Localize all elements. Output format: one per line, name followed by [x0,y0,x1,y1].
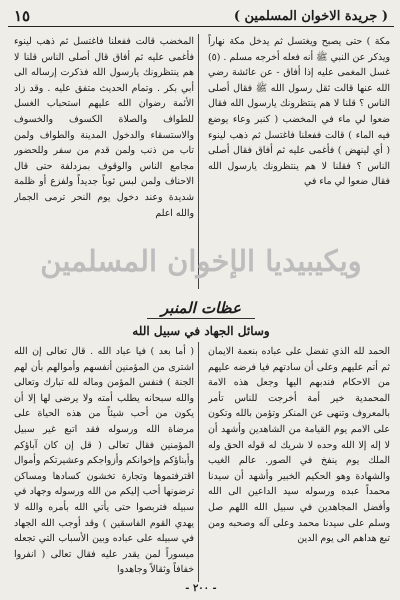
newspaper-title: ( جريدة الاخوان المسلمين ) [233,8,388,24]
section-heading [8,298,394,319]
section-subtitle: وسائل الجهاد في سبيل الله [132,324,270,338]
column-text: المخضب قالت ففعلنا فاغتسل ثم ذهب لينوء فأغمى عليه ثم أفاق قال أصلى الناس قلنا لا هم ينتظرونك يارسول الله فذكرت إرساله الى أبي بكر . وتمام الحديث متفق عليه . وقد زاد الأئمة رضوان الله عليهم استحباب الغسل للطواف والصلاة الكسوف والخسوف والاستسقاء والدخول المدينة والطواف ولمن تاب من ذنب ولمن قدم من سفر وللحضور مجامع الناس والوقوف بمزدلفة حتى قال الاحناف ولمن لبس ثوباً جديداً ولفزع أو ظلمة شديدة وعند دخول يوم النحر ترمى الجمار والله اعلم [14,36,194,219]
newspaper-page [8,6,394,596]
page-header [8,6,394,27]
column-text: الحمد لله الذي تفضل على عباده بنعمة الايمان ثم أتم عليهم وعلى أن سادتهم فيا فرضه عليهم من الاحكام فندبهم اليها وجعل هذه الامة المحمدية خير أمة أخرجت للناس تأمر بالمعروف وتنهى عن المنكر وتؤمن بالله وتكون على الامم يوم القيامة من الشاهدين وأشهد أن لا إله إلا الله وحده لا شريك له قوله الحق وله الملك يوم ينفخ في الصور. عالم الغيب والشهادة وهو الحكيم الخبير وأشهد أن سيدنا محمداً عبده ورسوله سيد الداعين الى الله وأفضل المجاهدين في سبيل الله اللهم صل وسلم على سيدنا محمد وعلى آله وصحبه ومن تبع هداهم الى يوم الدين [208,346,390,545]
page-footer-number: - ٢٠٠ - [185,583,217,594]
column-text: ( أما بعد ) فيا عباد الله . قال تعالى إن الله اشترى من المؤمنين أنفسهم وأموالهم بأن لهم الجنة ) فنفس المؤمن وماله لله تبارك وتعالى والله سبحانه يطلب أمته ولا يرضى لها إلا أن يكون من أحب شيئاً من هذه الحياة على مرضاة الله ورسوله فقد اتبع غير سبيل المؤمنين فقال تعالى ( قل إن كان آباؤكم وأبناؤكم وإخوانكم وأزواجكم وعشيرتكم وأموال اقترفتموها وتجارة تخشون كسادها ومساكن ترضونها أحب إليكم من الله ورسوله وجهاد في سبيله فتربصوا حتى يأتي الله بأمره والله لا يهدي القوم الفاسقين ) وقد أوجب الله الجهاد في سبيله على عباده وبين الأسباب التي تجعله ميسوراً لمن يقدر عليه فقال تعالى ( انفروا خفافاً وثقالاً وجاهدوا [14,346,194,576]
section-title: عظات المنبر [147,298,255,319]
watermark: ويكيبيديا الإخوان المسلمين [40,244,362,278]
column-text: مكة ) حتى يصبح ويغتسل ثم يدخل مكة نهاراً ويذكر عن النبي ﷺ أنه فعله أخرجه مسلم . (٥) غسل المغمى عليه إذا أفاق - عن عائشة رضي الله عنها قالت ثقل رسول الله ﷺ فقال أصلى الناس ؟ قلنا لا هم ينتظرونك يارسول الله فقال ضعوا لي ماء في المخضب ( كنبر وعاء يوضع فيه الماء ) قالت ففعلنا فاغتسل ثم ذهب لينوء ( أي لينهض ) فأغمى عليه ثم أفاق فقال أصلى الناس ؟ فقلنا لا هم ينتظرونك يارسول الله فقال ضعوا لي ماء في [208,36,390,188]
column-left-bottom [14,344,194,584]
column-right-bottom [208,344,390,584]
column-divider [198,342,199,582]
page-number: ١٥ [14,7,31,25]
